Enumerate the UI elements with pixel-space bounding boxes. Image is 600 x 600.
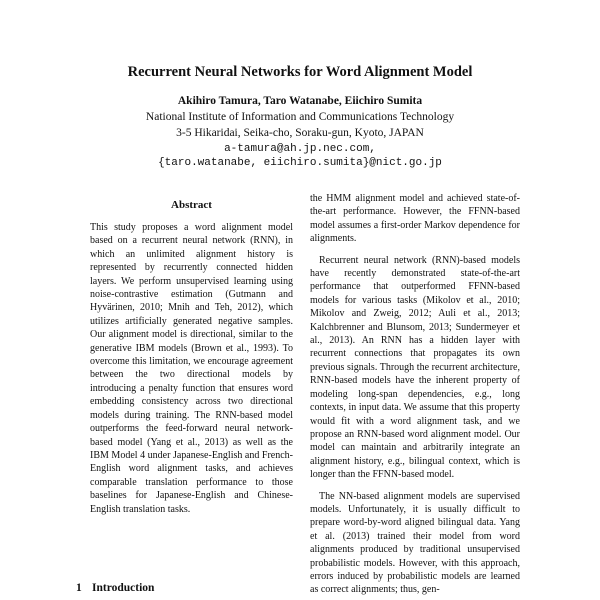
abstract-heading: Abstract [171, 199, 212, 211]
section-title: Introduction [92, 582, 155, 594]
author-email-2: {taro.watanabe, eiichiro.sumita}@nict.go.jp [158, 157, 442, 169]
author-email-1: a-tamura@ah.jp.nec.com, [224, 143, 376, 155]
abstract-text: This study proposes a word alignment model based on a recurrent neural network (RNN), in which an unlimited alignment history is represented by recurrently connected hidden layers. We perform unsupervised learning using noise-contrastive estimation (Gutmann and Hyvärinen, 2010; Mnih and Teh, 2012), which utilizes artificially generated negative samples. Our alignment model is directional, similar to the generative IBM models (Brown et al., 1993). To overcome this limitation, we encourage agreement between the two directional models by introducing a penalty function that ensures word embedding consistency across two directional models during training. The RNN-based model outperforms the feed-forward neural network-based model (Yang et al., 2013) as well as the IBM Model 4 under Japanese-English and French-English word alignment tasks, and achieves comparable translation performance to those baselines for Japanese-English and Chinese-English translation tasks. [90, 222, 293, 515]
paper-title: Recurrent Neural Networks for Word Alignment Model [127, 64, 473, 80]
body-paragraph-3: The NN-based alignment models are supervised models. Unfortunately, it is usually difficult to prepare word-by-word aligned bilingual data. Yang et al. (2013) trained their model from word alignments produced by traditional unsupervised probabilistic models. However, with this approach, errors induced by probabilistic models are learned as correct alignments; thus, gen- [310, 490, 520, 596]
section-heading-introduction [76, 582, 154, 594]
body-paragraph-2: Recurrent neural network (RNN)-based models have recently demonstrated state-of-the-art performance that outperformed FFNN-based models for various tasks (Mikolov et al., 2010; Mikolov and Zweig, 2012; Auli et al., 2013; Kalchbrenner and Blunsom, 2013; Sundermeyer et al., 2013). An RNN has a hidden layer with recurrent connections that propagates its own previous signals. Through the recurrent architecture, RNN-based models have the inherent property of modeling long-span dependencies, e.g., long contexts, in input data. We assume that this property would fit with a word alignment task, and we propose an RNN-based word alignment model. Our model can maintain and arbitrarily integrate an alignment history, e.g., bilingual context, which is longer than the FFNN-based model. [310, 254, 520, 481]
body-paragraph-1: the HMM alignment model and achieved state-of-the-art performance. However, the FFNN-based model assumes a first-order Markov dependence for alignments. [310, 193, 520, 245]
section-number: 1 [76, 582, 82, 594]
left-column [90, 199, 293, 516]
paper-authors: Akihiro Tamura, Taro Watanabe, Eiichiro Sumita [177, 95, 423, 107]
affiliation-address: 3-5 Hikaridai, Seika-cho, Soraku-gun, Kyoto, JAPAN [176, 127, 424, 139]
affiliation-institution: National Institute of Information and Communications Technology [145, 111, 455, 123]
right-column [310, 192, 520, 597]
